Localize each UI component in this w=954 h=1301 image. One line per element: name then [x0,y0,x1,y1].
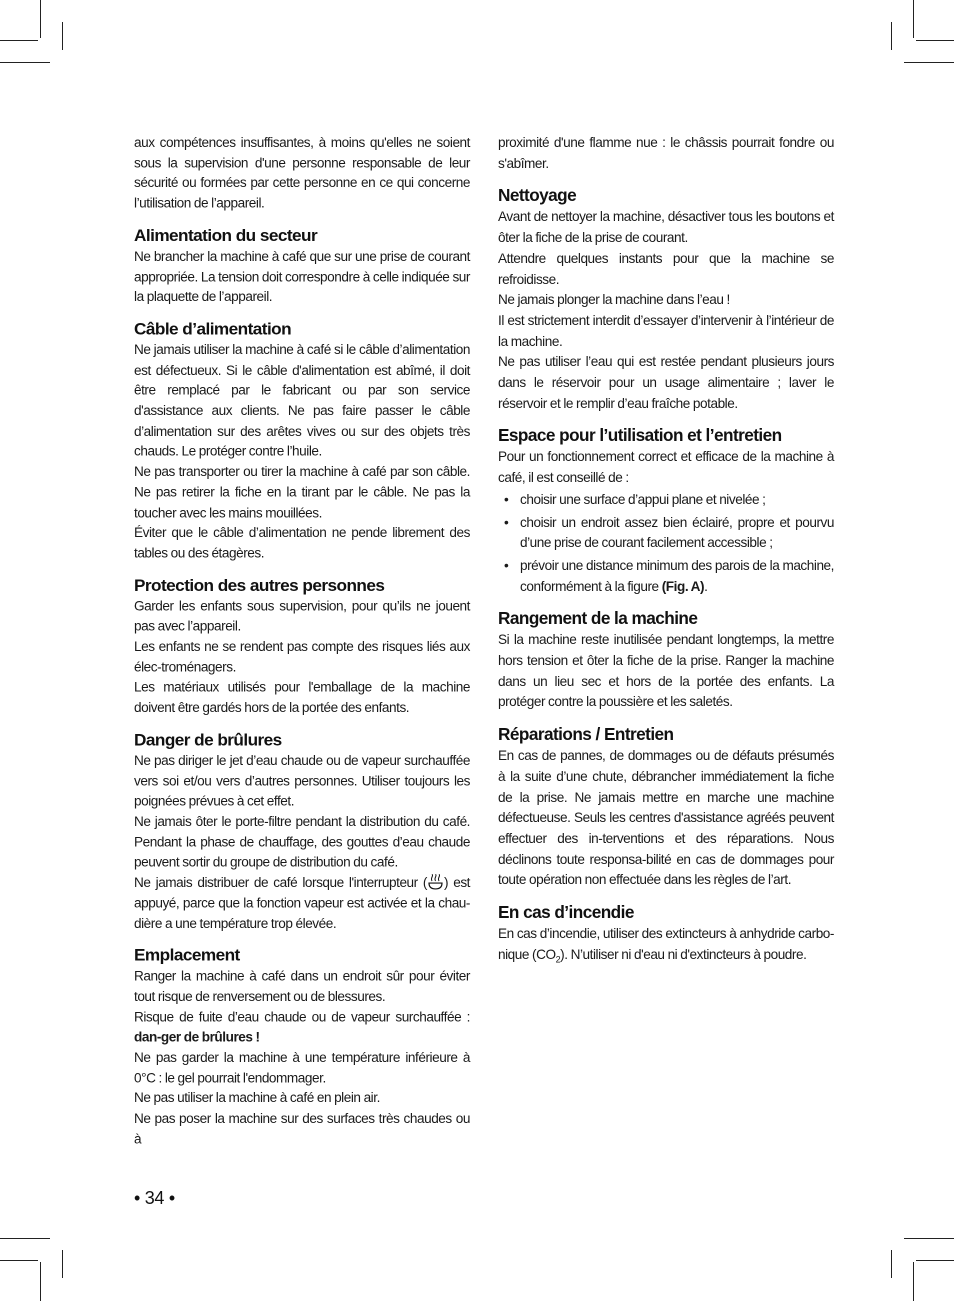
paragraph: Ne jamais plonger la machine dans l’eau ! [498,292,730,308]
intro-paragraph: aux compétences insuffisantes, à moins qu'elles ne soient sous la supervision d'une personne responsable de leur sécurité ou formées par cette personne en ce qui concerne l’utilisation de l’appareil. [134,134,470,211]
bullet-list [498,490,834,598]
section-protection [134,574,470,719]
paragraph: Les enfants ne se rendent pas compte des risques liés aux élec-troménagers. [134,639,470,675]
paragraph: Ne pas diriger le jet d’eau chaude ou de vapeur surchauffée vers soi et/ou vers d’autres personnes. Utiliser toujours les poignées prévues à cet effet. [134,753,470,809]
figure-reference: (Fig. A) [661,578,705,594]
bullet: • [504,491,509,507]
paragraph: Ne pas poser la machine sur des surfaces très chaudes ou à [134,1111,470,1147]
subscript: 2 [555,954,561,965]
section-emplacement [134,944,470,1150]
paragraph: Pour un fonctionnement correct et efficace de la machine à café, il est conseillé de : [498,449,834,486]
text-run: Risque de fuite d’eau chaude ou de vapeur surchauffée : [134,1009,470,1025]
paragraph [498,924,834,970]
section-title: Protection des autres personnes [134,575,385,595]
paragraph: En cas de pannes, de dommages ou de défauts présumés à la suite d’une chute, débrancher immédiatement la fiche de la prise. Ne jamais mettre en marche une machine défectueuse. Seuls les centres d'assistance agréés peuvent effectuer des in-terventions et des réparations. Nous déclinons toute responsa-bilité en cas de dommages pour toute opération non effectuée dans les règles de l’art. [498,748,834,888]
section-incendie [498,901,834,970]
section-rangement [498,607,834,713]
paragraph: Ranger la machine à café dans un endroit sûr pour éviter tout risque de renversement ou de blessures. [134,968,470,1004]
paragraph: Ne jamais ôter le porte-filtre pendant la distribution du café. Pendant la phase de chauffage, des gouttes d’eau chaude peuvent sortir du groupe de distribution du café. [134,814,470,870]
intro-paragraph: proximité d'une flamme nue : le châssis pourrait fondre ou s'abîmer. [498,135,834,171]
paragraph: Éviter que le câble d’alimentation ne pende librement des tables ou des étagères. [134,525,470,561]
list-item [498,513,834,554]
text-run: Ne jamais distribuer de café lorsque l'interrupteur ( [134,875,427,891]
section-title: Danger de brûlures [134,729,282,750]
bold-warning: dan-ger de brûlures ! [134,1029,260,1045]
section-title: Réparations / Entretien [498,724,674,745]
paragraph: Avant de nettoyer la machine, désactiver tous les boutons et ôter la fiche de la prise de courant. [498,209,834,246]
bullet: • [504,514,509,530]
section-title: Nettoyage [498,185,577,206]
list-item-text: choisir un endroit assez bien éclairé, propre et pourvu d’une prise de courant facilement accessible ; [520,514,834,551]
section-title: En cas d’incendie [498,902,634,923]
text-run: ) est appuyé, parce que la fonction vapeur est activée et la chau-dière a une température trop élevée. [134,875,470,931]
paragraph: Ne jamais utiliser la machine à café si le câble d’alimentation est défectueux. Si le câble d'alimentation est abîmé, il doit être remplacé par le fabricant ou par son service d'assistance aux clients. Ne pas faire passer le câble d’alimentation sur des arêtes vives ou sur des objets très chauds. Le protéger contre l’huile. [134,342,470,459]
text-run: . [704,578,708,594]
list-item-text: prévoir une distance minimum des parois de la machine, conformément à la figure [520,557,834,594]
paragraph: Attendre quelques instants pour que la machine se refroidisse. [498,250,834,287]
section-reparations [498,723,834,891]
paragraph: Garder les enfants sous supervision, pour qu’ils ne jouent pas avec l’appareil. [134,598,470,634]
paragraph: Ne pas utiliser la machine à café en plein air. [134,1090,380,1106]
paragraph: Si la machine reste inutilisée pendant longtemps, la mettre hors tension et ôter la fiche de la prise. Ranger la machine dans un lieu sec et hors de la portée des enfants. La protéger contre la poussière et les saletés. [498,632,834,710]
paragraph: Ne pas transporter ou tirer la machine à café par son câble. Ne pas retirer la fiche en la tirant par le câble. Ne pas la toucher avec les mains mouillées. [134,464,470,520]
section-title: Alimentation du secteur [134,225,318,245]
paragraph: Ne pas garder la machine à une température inférieure à 0°C : le gel pourrait l'endommager. [134,1050,470,1086]
page-number: • 34 • [134,1188,175,1208]
paragraph: Les matériaux utilisés pour l'emballage de la machine doivent être gardés hors de la portée des enfants. [134,680,470,716]
bullet: • [504,557,509,573]
right-column [498,133,834,970]
section-title: Câble d’alimentation [134,318,292,339]
section-alimentation [134,224,470,308]
paragraph: Ne brancher la machine à café que sur une prise de courant appropriée. La tension doit correspondre à celle indiquée sur la plaquette de l’appareil. [134,248,470,305]
section-danger-brulures [134,729,470,935]
left-column [134,133,470,1150]
section-cable [134,318,470,564]
section-title: Emplacement [134,945,240,965]
steam-icon [427,874,444,890]
section-title: Rangement de la machine [498,608,698,629]
text-run: ). N’utiliser ni d'eau ni d'extincteurs à poudre. [560,946,807,962]
section-espace [498,424,834,597]
paragraph: Ne pas utiliser l’eau qui est restée pendant plusieurs jours dans le réservoir pour un usage alimentaire ; laver le réservoir et le remplir d’eau fraîche potable. [498,354,834,411]
paragraph [134,873,470,934]
list-item [498,556,834,597]
list-item-text: choisir une surface d’appui plane et nivelée ; [520,491,766,507]
section-title: Espace pour l’utilisation et l’entretien [498,425,782,446]
list-item [498,490,834,511]
paragraph [134,1007,470,1048]
paragraph: Il est strictement interdit d’essayer d’intervenir à l’intérieur de la machine. [498,312,834,349]
section-nettoyage [498,184,834,414]
text-run: En cas d’incendie, utiliser des extincteurs à anhydride carbo-nique (CO [498,926,834,962]
